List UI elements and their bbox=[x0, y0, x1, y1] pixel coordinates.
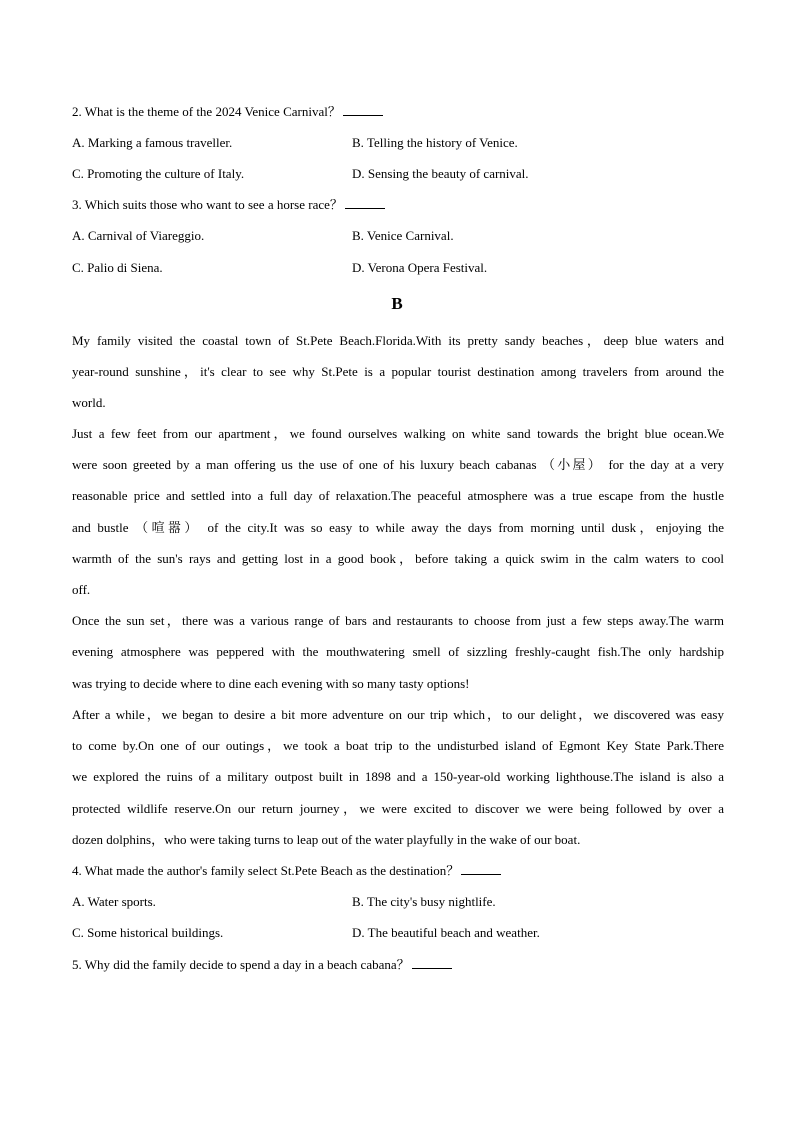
paragraph-4-line: protected wildlife reserve.On our return journey，we were excited to discover we were being followed by over a bbox=[72, 801, 724, 816]
section-title: B bbox=[391, 294, 403, 313]
question-4-option-a: A. Water sports. bbox=[72, 894, 156, 909]
paragraph-4-line: to come by.On one of our outings，we took a boat trip to the undisturbed island of Egmont Key State Park.There bbox=[72, 738, 724, 753]
paragraph-2-line: off. bbox=[72, 582, 91, 597]
paragraph-2-line: Just a few feet from our apartment，we found ourselves walking on white sand towards the bright blue ocean.We bbox=[72, 426, 724, 441]
question-4-option-d: D. The beautiful beach and weather. bbox=[352, 925, 540, 940]
question-text: 3. Which suits those who want to see a horse race？ bbox=[72, 197, 343, 212]
question-2-option-b: B. Telling the history of Venice. bbox=[352, 135, 518, 150]
paragraph-1-line: year-round sunshine，it's clear to see why St.Pete is a popular tourist destination among travelers from around the bbox=[72, 364, 724, 379]
answer-blank bbox=[461, 863, 501, 875]
question-2-stem bbox=[72, 104, 383, 120]
answer-blank bbox=[343, 104, 383, 116]
answer-blank bbox=[412, 957, 452, 969]
question-3-option-d: D. Verona Opera Festival. bbox=[352, 260, 488, 275]
question-3-option-c: C. Palio di Siena. bbox=[72, 260, 163, 275]
question-text: 2. What is the theme of the 2024 Venice Carnival？ bbox=[72, 104, 341, 119]
question-3-option-a: A. Carnival of Viareggio. bbox=[72, 228, 205, 243]
question-text: 4. What made the author's family select St.Pete Beach as the destination？ bbox=[72, 863, 460, 878]
paragraph-3-line: Once the sun set，there was a various range of bars and restaurants to choose from just a few steps away.The warm bbox=[72, 613, 724, 628]
paragraph-1-line: My family visited the coastal town of St.Pete Beach.Florida.With its pretty sandy beaches，deep blue waters and bbox=[72, 333, 724, 348]
paragraph-2-line: were soon greeted by a man offering us the use of one of his luxury beach cabanas （小屋） for the day at a very bbox=[72, 457, 724, 472]
paragraph-2-line: reasonable price and settled into a full day of relaxation.The peaceful atmosphere was a true escape from the hustle bbox=[72, 488, 724, 503]
paragraph-3-line: was trying to decide where to dine each evening with so many tasty options! bbox=[72, 676, 470, 691]
paragraph-2-line: and bustle （喧嚣） of the city.It was so easy to while away the days from morning until dusk，enjoying the bbox=[72, 520, 724, 535]
question-4-stem bbox=[72, 863, 501, 879]
question-3-option-b: B. Venice Carnival. bbox=[352, 228, 454, 243]
paragraph-2-line: warmth of the sun's rays and getting lost in a good book，before taking a quick swim in the calm waters to cool bbox=[72, 551, 724, 566]
question-2-option-c: C. Promoting the culture of Italy. bbox=[72, 166, 245, 181]
question-3-stem bbox=[72, 197, 385, 213]
question-2-option-a: A. Marking a famous traveller. bbox=[72, 135, 233, 150]
paragraph-3-line: evening atmosphere was peppered with the mouthwatering smell of sizzling freshly-caught fish.The only hardship bbox=[72, 644, 724, 659]
question-text: 5. Why did the family decide to spend a day in a beach cabana？ bbox=[72, 957, 410, 972]
question-4-option-b: B. The city's busy nightlife. bbox=[352, 894, 496, 909]
question-2-option-d: D. Sensing the beauty of carnival. bbox=[352, 166, 529, 181]
paragraph-4-line: we explored the ruins of a military outpost built in 1898 and a 150-year-old working lighthouse.The island is also a bbox=[72, 769, 724, 784]
question-5-stem bbox=[72, 957, 452, 973]
paragraph-1-line: world. bbox=[72, 395, 106, 410]
paragraph-4-line: After a while，we began to desire a bit more adventure on our trip which，to our delight，we discovered was easy bbox=[72, 707, 724, 722]
paragraph-4-line: dozen dolphins，who were taking turns to leap out of the water playfully in the wake of our boat. bbox=[72, 832, 581, 847]
answer-blank bbox=[345, 197, 385, 209]
question-4-option-c: C. Some historical buildings. bbox=[72, 925, 224, 940]
